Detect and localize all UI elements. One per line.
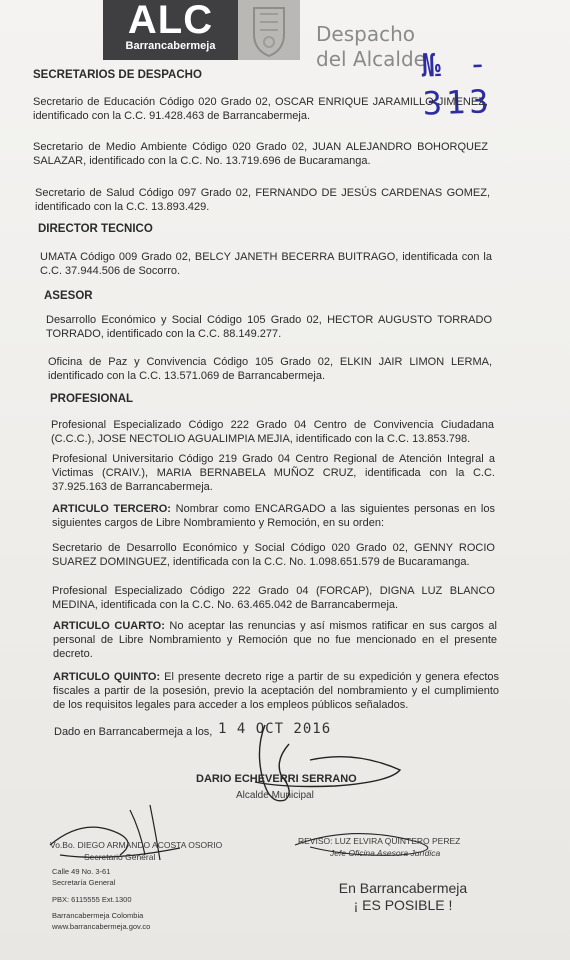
logo-wordmark: ALC [127, 0, 214, 42]
profesional-item: Profesional Universitario Código 219 Grado 04 Centro Regional de Atención Integral a Victimas (CRAIV.), MARIA BERNABELA MUÑOZ CRUZ, identificada con la C.C. 37.925.163 de Barrancabermeja. [52, 453, 495, 493]
office-title-line1: Despacho [316, 22, 415, 46]
asesor-item: Oficina de Paz y Convivencia Código 105 Grado 02, ELKIN JAIR LIMON LERMA, identificado con la C.C. 13.571.069 de Barrancabermeja. [48, 356, 492, 382]
dado-en-line: Dado en Barrancabermeja a los, [54, 726, 213, 738]
footer-dept: Secretaría General [52, 878, 116, 887]
slogan-line2: ¡ ES POSIBLE ! [353, 897, 453, 913]
footer-address: Calle 49 No. 3-61 [52, 867, 111, 876]
director-item: UMATA Código 009 Grado 02, BELCY JANETH BECERRA BUITRAGO, identificada con la C.C. 37.944.506 de Socorro. [40, 251, 492, 277]
vobo-line [50, 840, 222, 851]
articulo-quinto-label: ARTICULO QUINTO: [53, 671, 161, 683]
decree-number-stamp: № - 313 [420, 44, 494, 123]
secretario-item: Secretario de Medio Ambiente Código 020 Grado 02, JUAN ALEJANDRO BOHORQUEZ SALAZAR, identificado con la C.C. No. 13.719.696 de Bucaramanga. [33, 141, 488, 167]
articulo-tercero-text: Nombrar como ENCARGADO a las siguientes personas en los siguientes cargos de Libre Nombramiento y Remoción, en su orden: [52, 503, 495, 529]
footer-city: Barrancabermeja Colombia [52, 911, 144, 920]
heading-secretarios: SECRETARIOS DE DESPACHO [33, 69, 202, 81]
secretario-item: Secretario de Educación Código 020 Grado 02, OSCAR ENRIQUE JARAMILLO JIMENEZ, identificado con la C.C. 91.428.463 de Barrancabermeja. [33, 96, 488, 122]
heading-director: DIRECTOR TECNICO [38, 223, 153, 235]
footer-phone: PBX: 6115555 Ext.1300 [52, 895, 132, 904]
reviso-title: Jefe Oficina Asesora Jurídica [330, 848, 441, 858]
slogan-line1: En Barrancabermeja [338, 880, 468, 896]
articulo-cuarto-label: ARTICULO CUARTO: [53, 620, 165, 632]
heading-asesor: ASESOR [44, 290, 93, 302]
secretario-item: Secretario de Salud Código 097 Grado 02, FERNANDO DE JESÚS CARDENAS GOMEZ, identificado con la C.C. 13.893.429. [35, 187, 490, 213]
coat-of-arms-icon [238, 0, 300, 60]
asesor-item: Desarrollo Económico y Social Código 105 Grado 02, HECTOR AUGUSTO TORRADO TORRADO, identificado con la C.C. 88.149.277. [46, 314, 492, 340]
articulo-quinto [53, 670, 499, 712]
reviso-label: REVISO: [298, 836, 333, 846]
articulo-cuarto [53, 619, 497, 661]
date-stamp: 1 4 OCT 2016 [218, 721, 332, 737]
footer-web: www.barrancabermeja.gov.co [52, 922, 151, 931]
articulo-tercero [52, 502, 495, 530]
vobo-title: Secretario General [84, 852, 156, 862]
encargado-item: Secretario de Desarrollo Económico y Social Código 020 Grado 02, GENNY ROCIO SUAREZ DOMINGUEZ, identificada con la C.C. No. 1.098.651.579 de Bucaramanga. [52, 542, 495, 568]
alcaldia-logo [103, 0, 238, 60]
mayor-name: DARIO ECHEVERRI SERRANO [196, 773, 357, 785]
office-title [316, 22, 426, 72]
articulo-tercero-label: ARTICULO TERCERO: [52, 503, 171, 515]
articulo-quinto-text: El presente decreto rige a partir de su expedición y genera efectos fiscales a partir de la posesión, previo la aceptación del nombramiento y el cumplimiento de los requisitos legales para acceder a los empleos públicos señalados. [53, 671, 500, 711]
office-title-line2: del Alcalde [316, 47, 426, 71]
vobo-name: DIEGO ARMANDO ACOSTA OSORIO [77, 840, 223, 850]
reviso-name: LUZ ELVIRA QUINTERO PEREZ [334, 836, 461, 846]
mayor-title: Alcalde Municipal [236, 790, 314, 801]
heading-profesional: PROFESIONAL [50, 393, 134, 405]
logo-city: Barrancabermeja [125, 40, 216, 52]
profesional-item: Profesional Especializado Código 222 Grado 04 Centro de Convivencia Ciudadana (C.C.C.), JOSE NECTOLIO AGUALIMPIA MEJIA, identificado con la C.C. 13.853.798. [51, 419, 494, 445]
vobo-label: Vo.Bo. [50, 840, 76, 850]
reviso-line [298, 836, 460, 847]
articulo-cuarto-text: No aceptar las renuncias y así mismos ratificar en sus cargos al personal de Libre Nombramiento y Remoción que no fue mencionado en el presente decreto. [53, 620, 497, 660]
encargado-item: Profesional Especializado Código 222 Grado 04 (FORCAP), DIGNA LUZ BLANCO MEDINA, identificada con la C.C. No. 63.465.042 de Barrancabermeja. [52, 585, 495, 611]
slogan [333, 880, 473, 914]
